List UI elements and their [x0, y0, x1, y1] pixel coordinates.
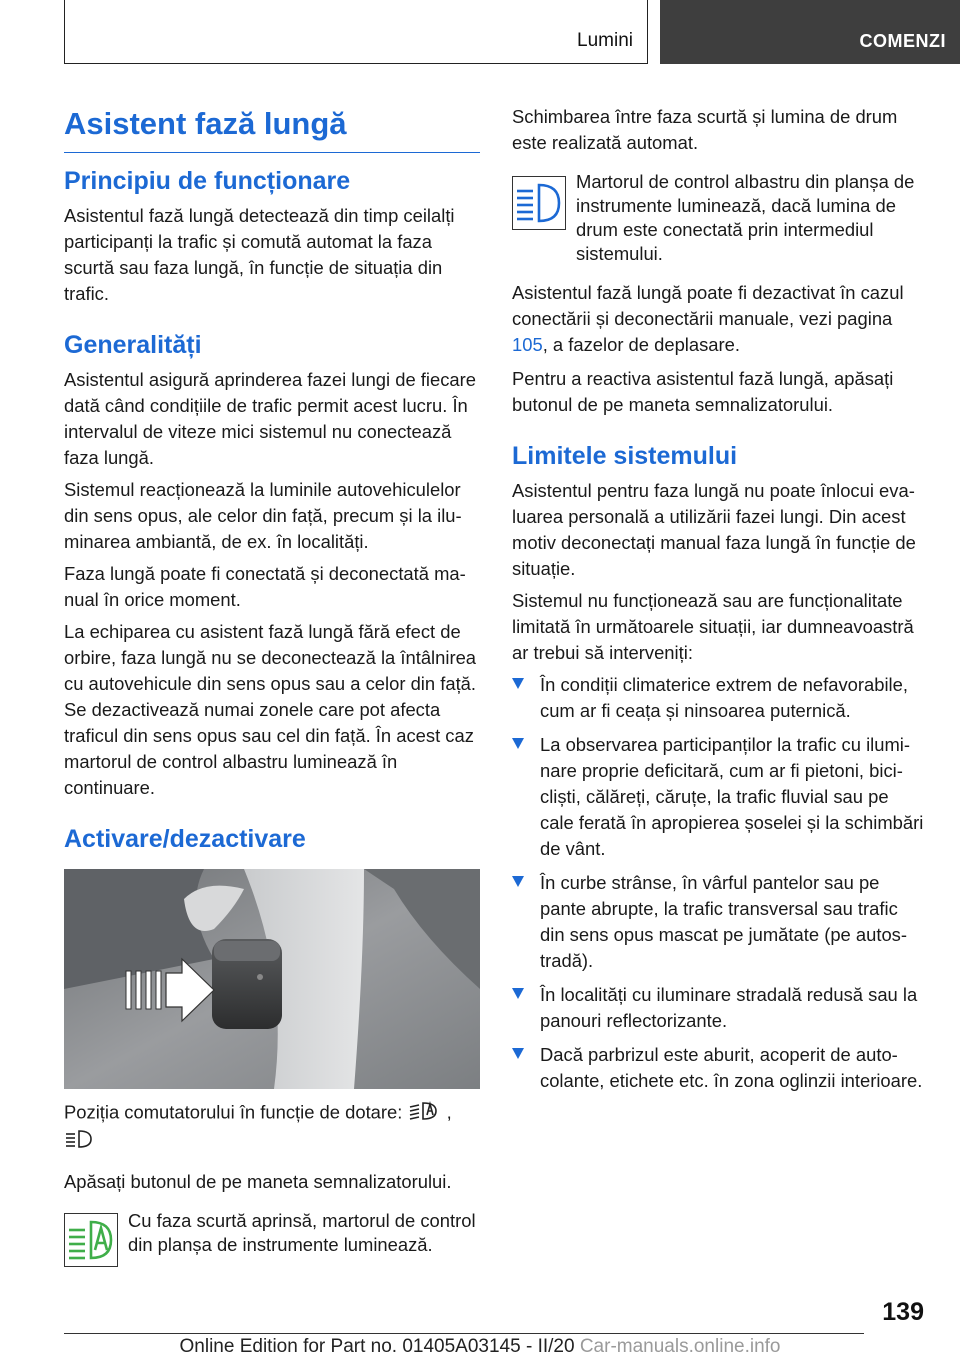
- paragraph-general-4: La echiparea cu asistent fază lungă fără efect de orbire, faza lungă nu se deconectează la întâlnirea cu autovehicule din sens opus sau a celor din față. Se dezactivează numai zonele care pot afecta traficul din sens opus sau cel din față. În acest caz martorul de control albastru luminează în continuare.: [64, 621, 477, 798]
- triangle-bullet-icon: [512, 1048, 524, 1059]
- paragraph-limits-2: Sistemul nu funcționează sau are funcționalitate limitată în următoarele situații, iar dumneavoastră ar trebui să interveniți:: [512, 590, 914, 663]
- heading-activation: Activare/dezactivare: [64, 825, 306, 853]
- deactivate-text-a: Asistentul fază lungă poate fi dezactivat în cazul conectării și deconectării manuale, vezi pagina: [512, 282, 904, 329]
- caption-text: Poziția comutatorului în funcție de dotare:: [64, 1101, 403, 1123]
- paragraph-general-1: Asistentul asigură aprinderea fazei lungi de fiecare dată când condițiile de trafic permit acest lucru. În intervalul de viteze mici sistemul nu conectează faza lungă.: [64, 369, 476, 468]
- triangle-bullet-icon: [512, 988, 524, 999]
- list-item: La observarea participanților la trafic cu iluminare proprie deficitară, cum ar fi pietoni, bicicliști, călăreți, căruțe, la trafic fluvial sau pe cale ferată în apropierea șoselei și la schimbări de vânt.: [512, 732, 924, 862]
- deactivate-text-b: , a fazelor de deplasare.: [542, 334, 741, 355]
- paragraph-caption: [64, 1099, 480, 1157]
- paragraph-deactivate: [512, 280, 924, 358]
- stalk-photo-illustration: [64, 869, 480, 1089]
- paragraph-limits-1: Asistentul pentru faza lungă nu poate înlocui evaluarea personală a utilizării fazei lungi. Din acest motiv deconectați manual faza lungă în funcție de situație.: [512, 480, 916, 579]
- paragraph-general-2: Sistemul reacționează la luminile autovehiculelor din sens opus, ale celor din față, precum și la iluminarea ambiantă, de ex. în localități.: [64, 479, 462, 552]
- list-item: În curbe strânse, în vârful pantelor sau pe pante abrupte, la trafic transversal sau trafic din sens opus mascat pe jumătate (pe autostradă).: [512, 870, 924, 974]
- header-section-label: Lumini: [577, 30, 633, 51]
- note-low-beam: [64, 1209, 480, 1267]
- caption-separator: ,: [446, 1101, 452, 1123]
- paragraph-reactivate: Pentru a reactiva asistentul fază lungă, apăsați butonul de pe maneta semnalizatorului.: [512, 368, 894, 415]
- heading-principle: Principiu de funcționare: [64, 167, 351, 195]
- high-beam-assistant-auto-icon: [408, 1099, 442, 1128]
- header-chapter-label: COMENZI: [859, 31, 946, 51]
- paragraph-general-3: Faza lungă poate fi conectată și deconectată manual în orice moment.: [64, 563, 466, 610]
- paragraph-principle: Asistentul fază lungă detectează din timp ceilalți participanți la trafic și comută automat la faza scurtă sau faza lungă, în funcție de situația din trafic.: [64, 205, 455, 304]
- stalk-button-photo: [64, 869, 480, 1089]
- left-column: [64, 100, 480, 1277]
- list-item: Dacă parbrizul este aburit, acoperit de autocolante, etichete etc. în zona oglinzii interioare.: [512, 1042, 924, 1094]
- limits-list: [512, 672, 924, 1094]
- page-title: Asistent fază lungă: [64, 106, 347, 141]
- paragraph-press-button: Apăsați butonul de pe maneta semnalizatorului.: [64, 1171, 452, 1192]
- list-item: În localități cu iluminare stradală redusă sau la panouri reflectorizante.: [512, 982, 924, 1034]
- note-blue-indicator: [512, 170, 924, 266]
- footer-edition-text: Online Edition for Part no. 01405A03145 - II/20: [179, 1336, 575, 1357]
- header-chapter-tab: [660, 0, 960, 64]
- right-column: [512, 104, 924, 1102]
- triangle-bullet-icon: [512, 678, 524, 689]
- high-beam-assistant-icon: [64, 1128, 94, 1157]
- triangle-bullet-icon: [512, 876, 524, 887]
- heading-system-limits: Limitele sistemului: [512, 442, 738, 470]
- note-low-beam-text: Cu faza scurtă aprinsă, martorul de control din planșa de instrumente luminează.: [128, 1210, 476, 1255]
- page-link-105[interactable]: 105: [512, 334, 543, 355]
- paragraph-switching: Schimbarea între faza scurtă și lumina de drum este realizată automat.: [512, 106, 898, 153]
- triangle-bullet-icon: [512, 738, 524, 749]
- heading-general: Generalități: [64, 331, 202, 359]
- green-auto-indicator-icon: [64, 1213, 118, 1267]
- footer-rule: [64, 1333, 864, 1334]
- footer-edition: [0, 1336, 960, 1358]
- title-rule: [64, 152, 480, 153]
- note-blue-indicator-text: Martorul de control albastru din planșa de instrumente luminează, dacă lumina de drum este conectată prin intermediul sistemului.: [576, 171, 915, 264]
- list-item: În condiții climaterice extrem de nefavorabile, cum ar fi ceața și ninsoarea puternică.: [512, 672, 924, 724]
- page-number: 139: [882, 1298, 924, 1326]
- header-section-box: [64, 0, 648, 64]
- blue-high-beam-indicator-icon: [512, 176, 566, 230]
- footer-watermark: Car-manuals.online.info: [579, 1336, 781, 1357]
